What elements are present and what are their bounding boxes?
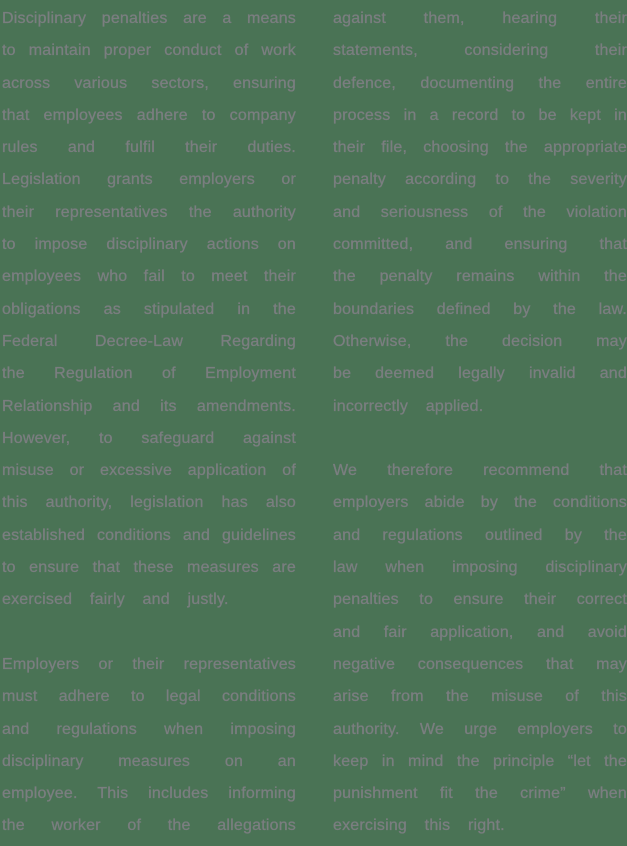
- text-line: against them, hearing their: [333, 10, 627, 27]
- text-line: this authority, legislation has also: [2, 494, 296, 512]
- text-line: must adhere to legal conditions: [2, 688, 296, 706]
- text-line: the worker of the allegations: [2, 817, 296, 835]
- text-line: statements, considering their: [333, 42, 627, 60]
- text-column-right: [333, 3, 627, 846]
- text-line: established conditions and guidelines: [2, 526, 296, 544]
- text-line: Legislation grants employers or: [2, 171, 296, 189]
- text-line: the penalty remains within the: [333, 268, 627, 286]
- text-line: committed, and ensuring that: [333, 236, 627, 254]
- text-line: and regulations outlined by the: [333, 526, 627, 544]
- text-line: However, to safeguard against: [2, 429, 296, 447]
- text-line: Employers or their representatives: [2, 655, 296, 673]
- text-line: Disciplinary penalties are a means: [2, 10, 296, 27]
- text-line: that employees adhere to company: [2, 106, 296, 124]
- text-line: punishment fit the crime” when: [333, 785, 627, 803]
- text-line: to impose disciplinary actions on: [2, 236, 296, 254]
- text-line: and seriousness of the violation: [333, 203, 627, 221]
- text-line: exercising this right.: [333, 817, 505, 835]
- text-line: their representatives the authority: [2, 203, 296, 221]
- text-line: rules and fulfil their duties.: [2, 139, 296, 157]
- text-line: their file, choosing the appropriate: [333, 139, 627, 157]
- text-line: employee. This includes informing: [2, 785, 296, 803]
- text-line: and fair application, and avoid: [333, 623, 627, 641]
- text-line: keep in mind the principle “let the: [333, 752, 627, 770]
- text-line: across various sectors, ensuring: [2, 74, 296, 92]
- text-line: misuse or excessive application of: [2, 462, 296, 480]
- text-line: defence, documenting the entire: [333, 74, 627, 92]
- text-column-left: [2, 3, 296, 846]
- text-line: the Regulation of Employment: [2, 365, 296, 383]
- text-line: authority. We urge employers to: [333, 720, 627, 738]
- text-line: penalties to ensure their correct: [333, 591, 627, 609]
- text-line: Relationship and its amendments.: [2, 397, 296, 415]
- text-line: to maintain proper conduct of work: [2, 42, 296, 60]
- text-line: obligations as stipulated in the: [2, 300, 296, 318]
- text-line: penalty according to the severity: [333, 171, 627, 189]
- text-line: Federal Decree-Law Regarding: [2, 332, 296, 350]
- text-line: employees who fail to meet their: [2, 268, 296, 286]
- text-line: process in a record to be kept in: [333, 106, 627, 124]
- text-line: We therefore recommend that: [333, 462, 627, 480]
- text-line: and regulations when imposing: [2, 720, 296, 738]
- text-line: Otherwise, the decision may: [333, 332, 627, 350]
- paragraph-spacer: [333, 423, 627, 455]
- text-line: arise from the misuse of this: [333, 688, 627, 706]
- paragraph-spacer: [2, 617, 296, 649]
- text-line: be deemed legally invalid and: [333, 365, 627, 383]
- text-line: employers abide by the conditions: [333, 494, 627, 512]
- text-line: negative consequences that may: [333, 655, 627, 673]
- text-line: exercised fairly and justly.: [2, 591, 229, 609]
- text-line: law when imposing disciplinary: [333, 559, 627, 577]
- text-line: disciplinary measures on an: [2, 752, 296, 770]
- text-line: boundaries defined by the law.: [333, 300, 627, 318]
- text-line: incorrectly applied.: [333, 397, 484, 415]
- text-line: to ensure that these measures are: [2, 559, 296, 577]
